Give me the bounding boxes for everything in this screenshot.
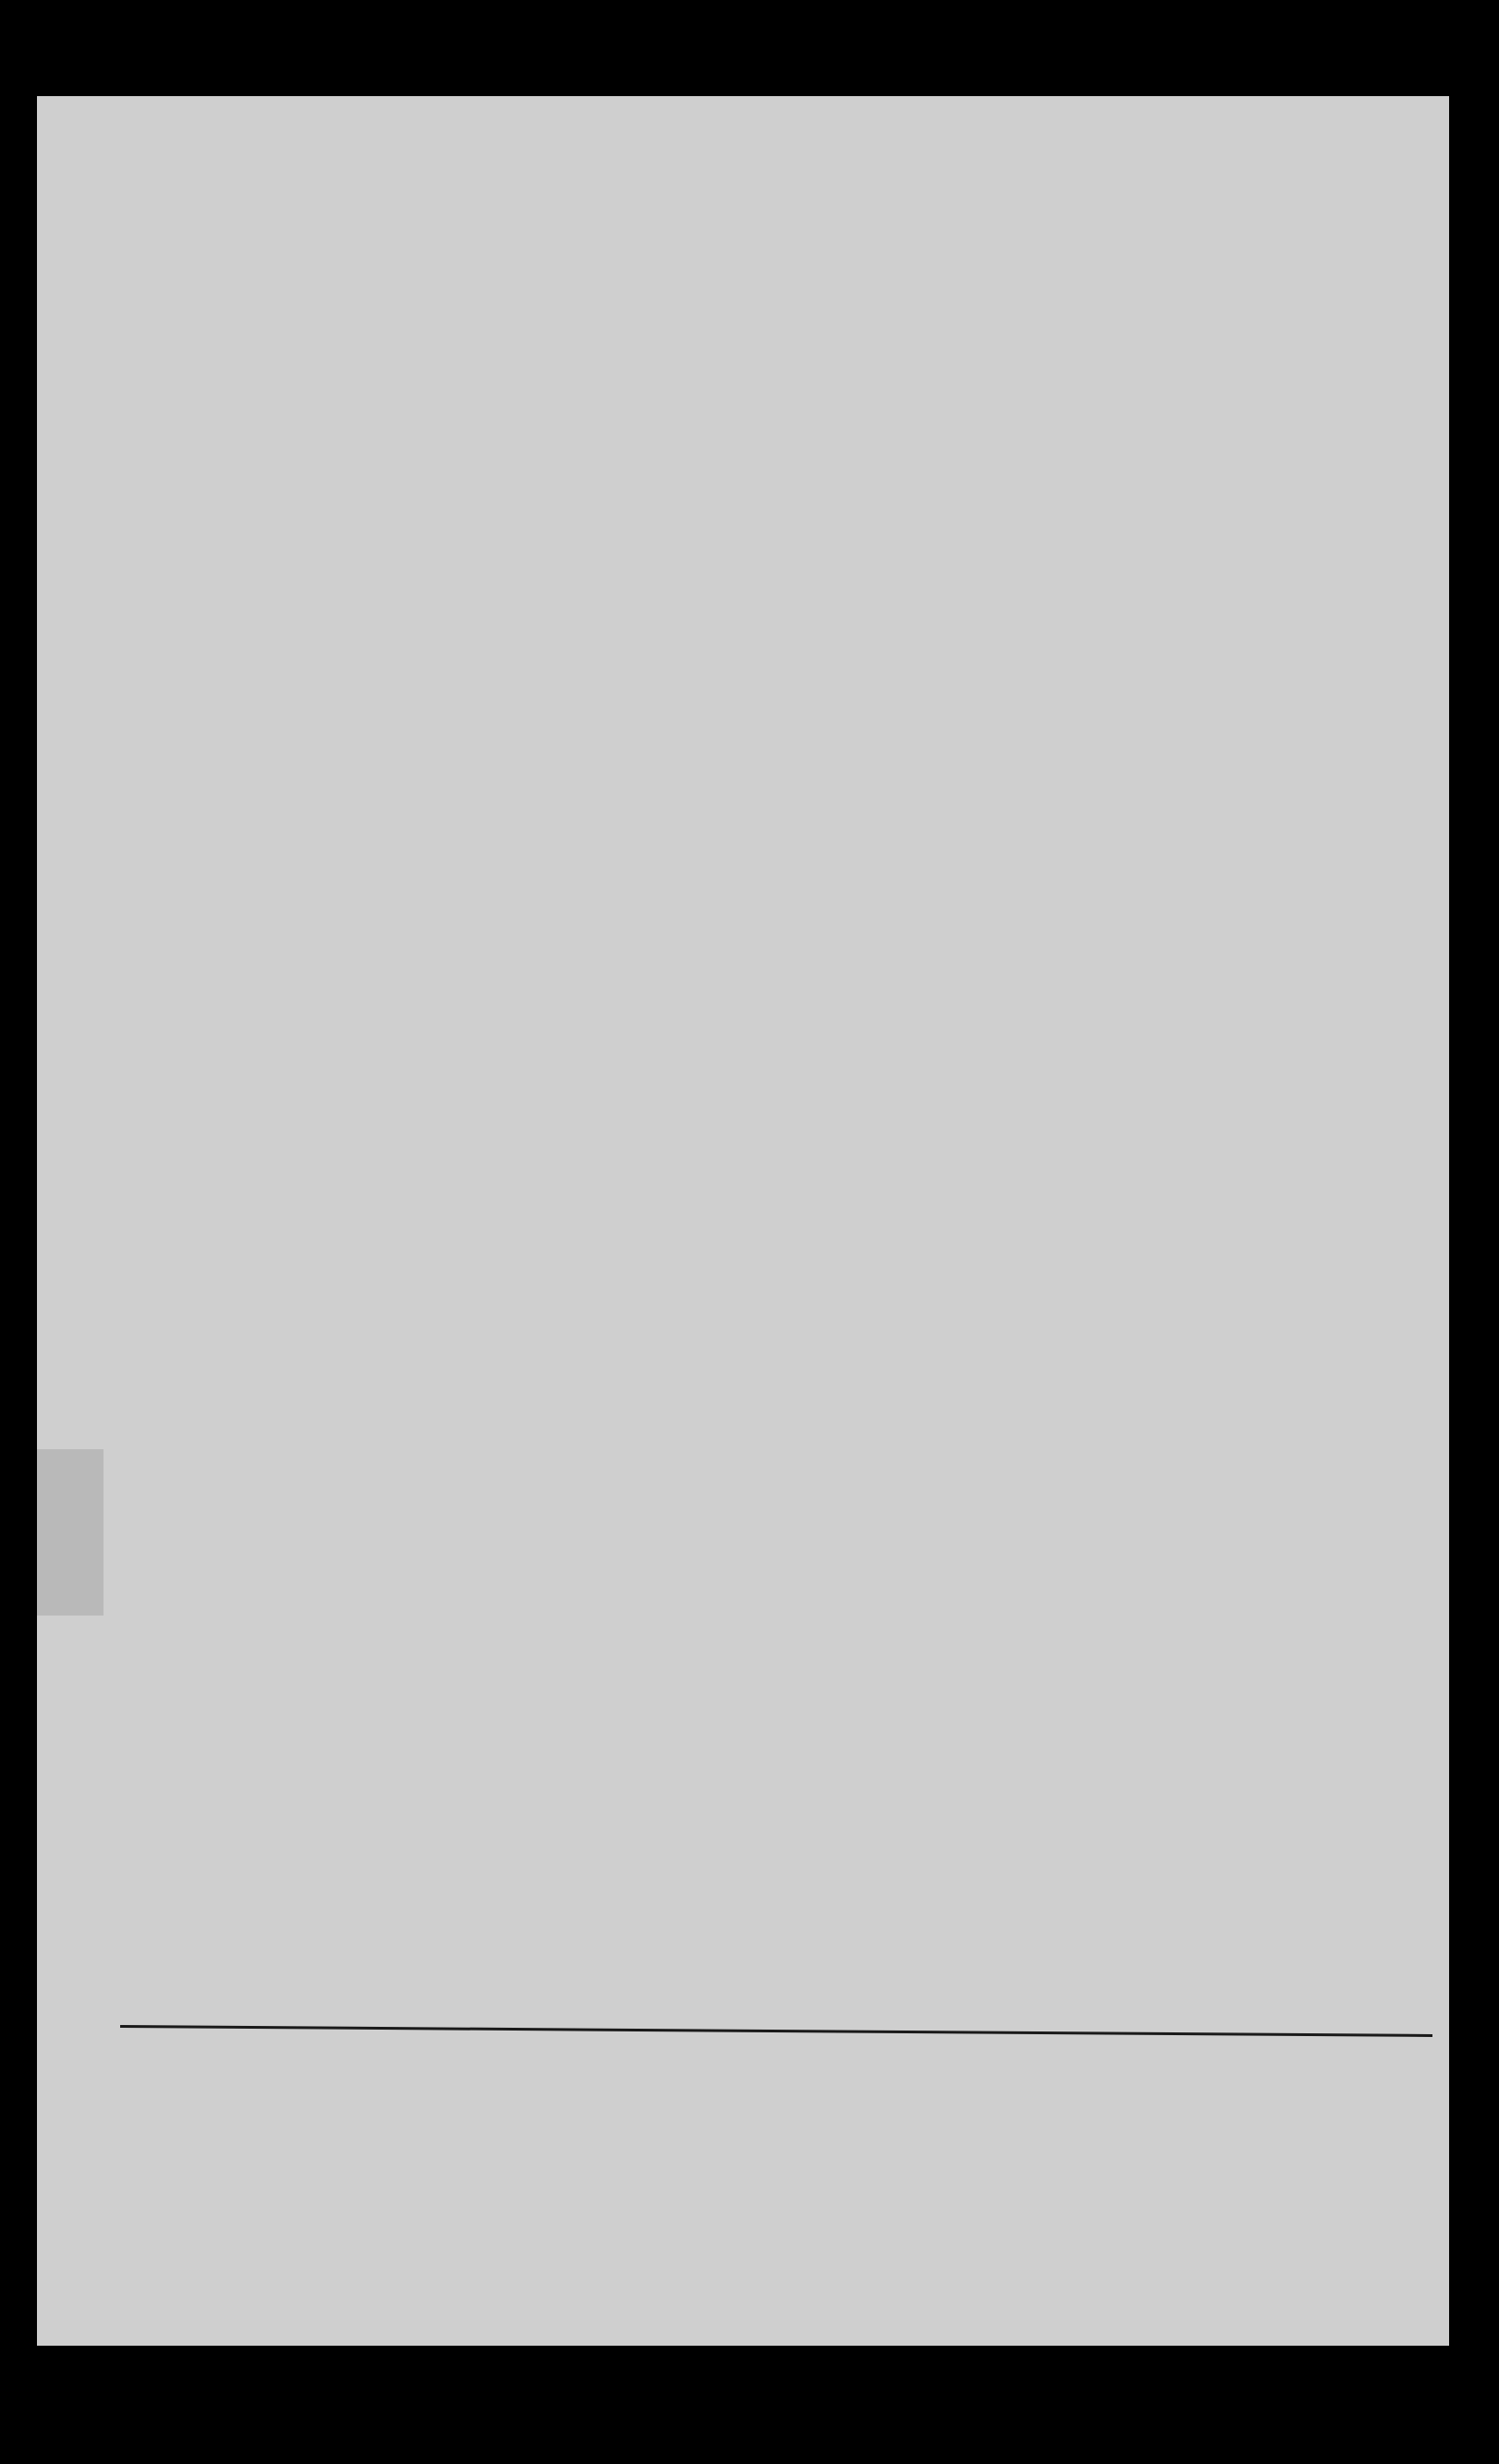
page-tab-shadow bbox=[37, 1449, 104, 1616]
crew-list-page bbox=[37, 96, 1449, 2346]
